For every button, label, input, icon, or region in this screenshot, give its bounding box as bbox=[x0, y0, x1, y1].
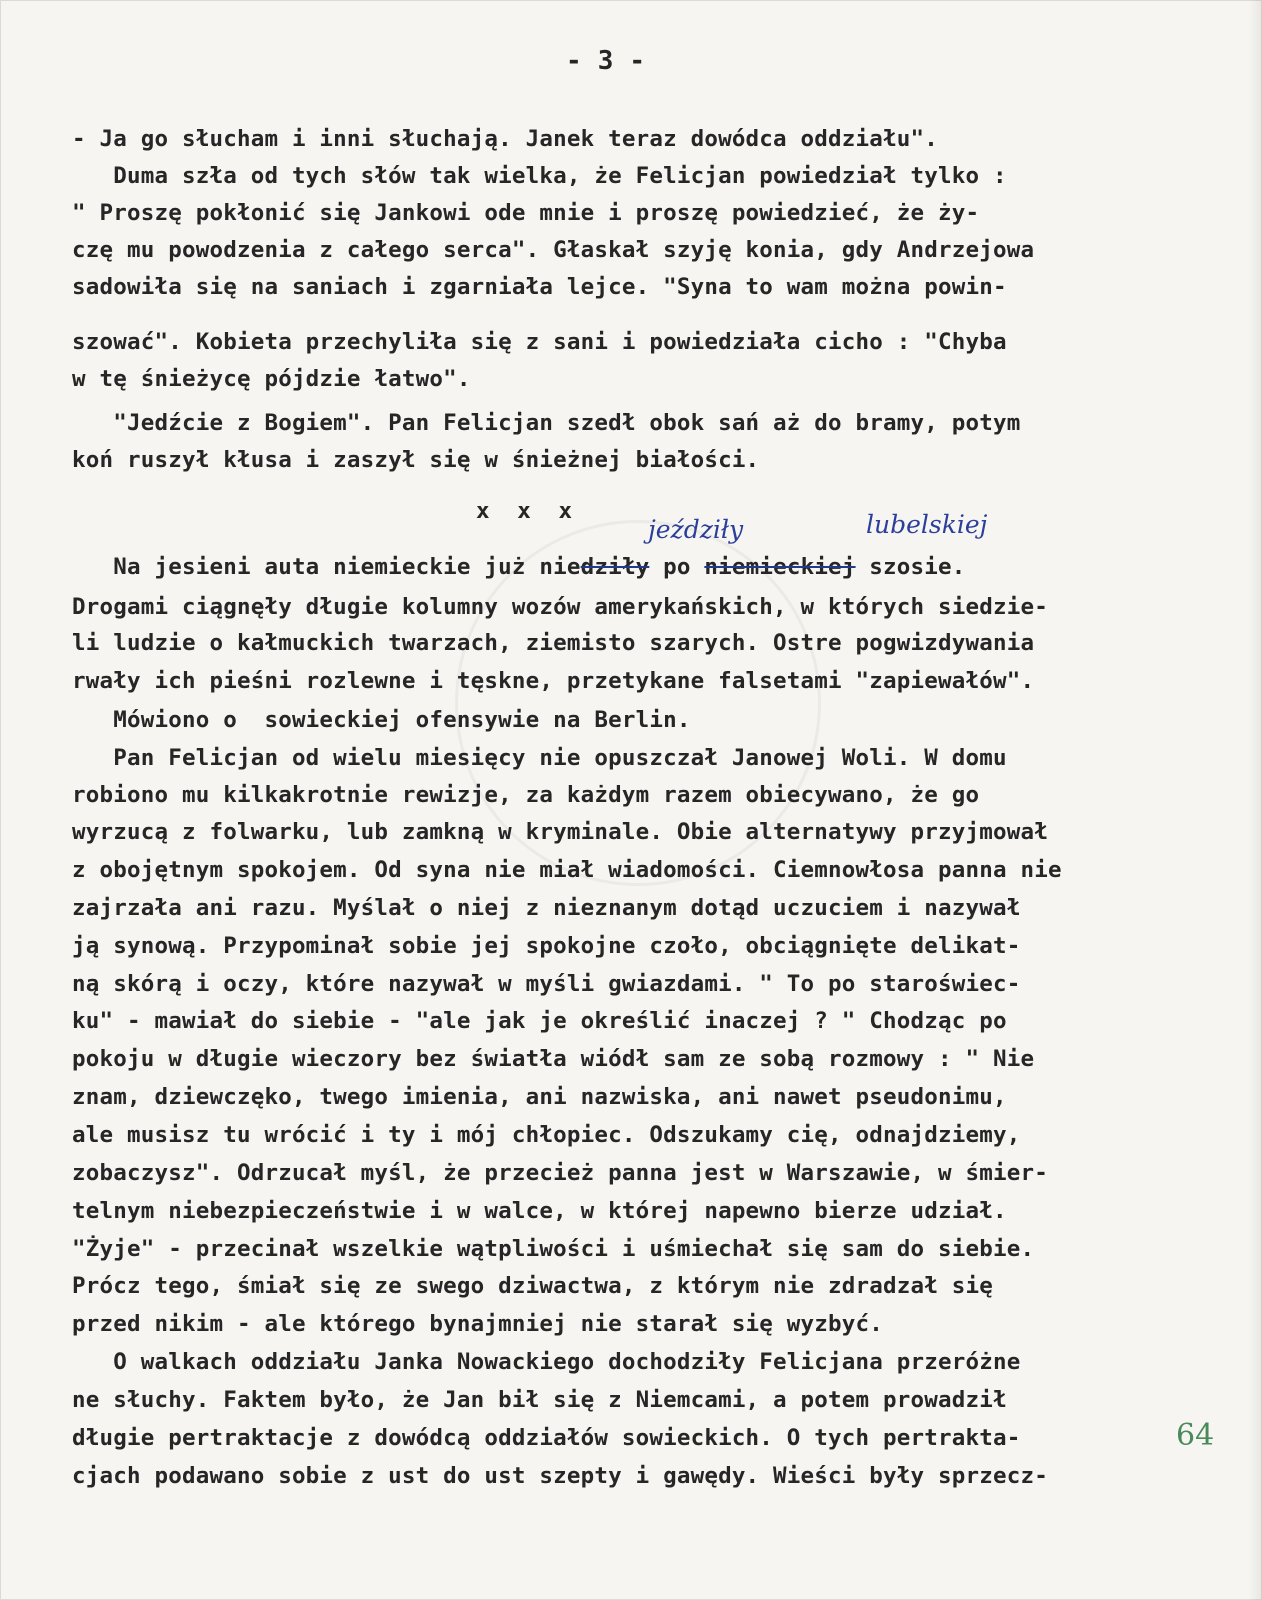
page-number: - 3 - bbox=[566, 46, 646, 76]
text-line: Pan Felicjan od wielu miesięcy nie opuszczał Janowej Woli. W domu bbox=[72, 745, 1007, 771]
text-line: zobaczysz". Odrzucał myśl, że przecież panna jest w Warszawie, w śmier- bbox=[72, 1160, 1048, 1186]
edited-text-line bbox=[72, 552, 966, 582]
text-segment: szosie. bbox=[855, 554, 966, 580]
text-line: znam, dziewczęko, twego imienia, ani nazwiska, ani nawet pseudonimu, bbox=[72, 1084, 1007, 1110]
section-separator: x x x bbox=[476, 498, 573, 524]
text-line: O walkach oddziału Janka Nowackiego dochodziły Felicjana przeróżne bbox=[72, 1349, 1021, 1375]
text-line: robiono mu kilkakrotnie rewizje, za każdym razem obiecywano, że go bbox=[72, 782, 980, 808]
text-line: rwały ich pieśni rozlewne i tęskne, przetykane falsetami "zapiewałów". bbox=[72, 668, 1035, 694]
page-edge-shadow bbox=[1248, 0, 1262, 1600]
text-line: telnym niebezpieczeństwie i w walce, w której napewno bierze udział. bbox=[72, 1198, 1007, 1224]
text-line: li ludzie o kałmuckich twarzach, ziemisto szarych. Ostre pogwizdywania bbox=[72, 630, 1035, 656]
text-line: Mówiono o sowieckiej ofensywie na Berlin. bbox=[72, 707, 691, 733]
text-segment: po bbox=[649, 554, 705, 580]
text-line: sadowiła się na saniach i zgarniała lejce. "Syna to wam można powin- bbox=[72, 274, 1007, 300]
struck-word: dziły bbox=[580, 554, 650, 580]
text-line: ale musisz tu wrócić i ty i mój chłopiec. Odszukamy cię, odnajdziemy, bbox=[72, 1122, 1021, 1148]
text-line: z obojętnym spokojem. Od syna nie miał wiadomości. Ciemnowłosa panna nie bbox=[72, 857, 1062, 883]
struck-word: niemieckiej bbox=[704, 554, 856, 580]
handwritten-insert: jeździły bbox=[648, 515, 744, 544]
text-line: " Proszę pokłonić się Jankowi ode mnie i proszę powiedzieć, że ży- bbox=[72, 200, 980, 226]
text-line: koń ruszył kłusa i zaszył się w śnieżnej białości. bbox=[72, 447, 760, 473]
text-line: ku" - mawiał do siebie - "ale jak je określić inaczej ? " Chodząc po bbox=[72, 1008, 1007, 1034]
handwritten-insert: lubelskiej bbox=[866, 510, 988, 539]
text-line: zajrzała ani razu. Myślał o niej z nieznanym dotąd uczuciem i nazywał bbox=[72, 895, 1021, 921]
text-line: wyrzucą z folwarku, lub zamkną w kryminale. Obie alternatywy przyjmował bbox=[72, 819, 1048, 845]
text-line: pokoju w długie wieczory bez światła wiódł sam ze sobą rozmowy : " Nie bbox=[72, 1046, 1035, 1072]
text-line: "Jedźcie z Bogiem". Pan Felicjan szedł obok sań aż do bramy, potym bbox=[72, 410, 1021, 436]
text-line: przed nikim - ale którego bynajmniej nie starał się wyzbyć. bbox=[72, 1311, 884, 1337]
text-line: cjach podawano sobie z ust do ust szepty i gawędy. Wieści były sprzecz- bbox=[72, 1463, 1048, 1489]
text-line: szować". Kobieta przechyliła się z sani i powiedziała cicho : "Chyba bbox=[72, 329, 1007, 355]
margin-page-number: 64 bbox=[1176, 1418, 1215, 1453]
text-line: czę mu powodzenia z całego serca". Głaskał szyję konia, gdy Andrzejowa bbox=[72, 237, 1035, 263]
text-line: - Ja go słucham i inni słuchają. Janek teraz dowódca oddziału". bbox=[72, 126, 939, 152]
text-line: ją synową. Przypominał sobie jej spokojne czoło, obciągnięte delikat- bbox=[72, 933, 1021, 959]
text-line: Drogami ciągnęły długie kolumny wozów amerykańskich, w których siedzie- bbox=[72, 594, 1048, 620]
text-line: ne słuchy. Faktem było, że Jan bił się z Niemcami, a potem prowadził bbox=[72, 1387, 1007, 1413]
text-line: ną skórą i oczy, które nazywał w myśli gwiazdami. " To po staroświec- bbox=[72, 971, 1021, 997]
text-line: Prócz tego, śmiał się ze swego dziwactwa, z którym nie zdradzał się bbox=[72, 1273, 993, 1299]
text-line: w tę śnieżycę pójdzie łatwo". bbox=[72, 366, 471, 392]
text-line: "Żyje" - przecinał wszelkie wątpliwości i uśmiechał się sam do siebie. bbox=[72, 1236, 1035, 1262]
text-line: długie pertraktacje z dowódcą oddziałów sowieckich. O tych pertrakta- bbox=[72, 1425, 1021, 1451]
text-line: Duma szła od tych słów tak wielka, że Felicjan powiedział tylko : bbox=[72, 163, 1007, 189]
text-segment: Na jesieni auta niemieckie już nie bbox=[72, 554, 581, 580]
